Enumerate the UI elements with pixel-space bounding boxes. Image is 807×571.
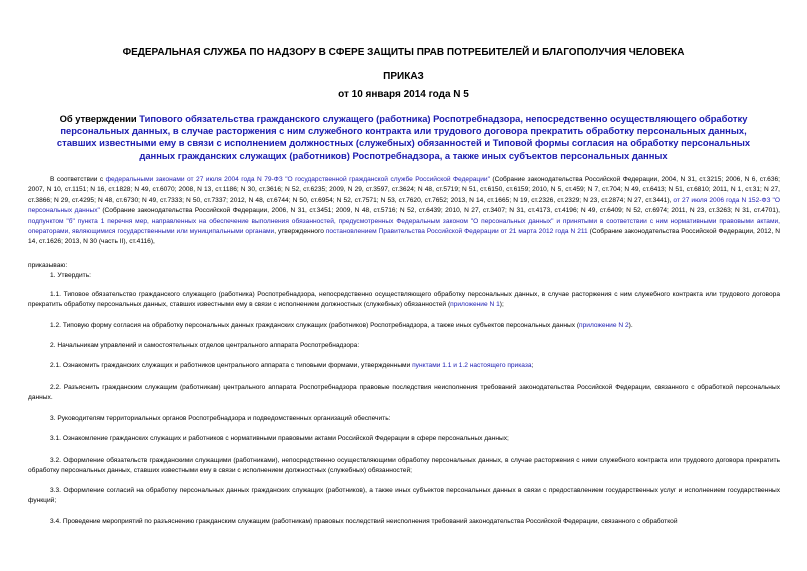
clause-2-1-end: ;	[531, 362, 534, 369]
clause-1-1-text: 1.1. Типовое обязательство гражданского служащего (работника) Роспотребнадзора, непосредственно осуществляющего обработку персональных данных, в случае расторжения с ним служебного контракта или трудового договора прекратить обработку персональных данных, ставших известными ему в связи с исполнением должностных (служебных) обязанностей (	[28, 291, 780, 309]
clause-3-3: 3.3. Оформление согласий на обработку персональных данных гражданских служащих (работников), а также иных субъектов персональных данных в связи с предоставлением государственных услуг и исполнением государственных функций;	[28, 487, 780, 505]
preamble-text-5: (Собрание законодательства Российской Федерации, 2012, N 14, ст.1626; 2013, N 30 (часть II), ст.4116),	[28, 228, 780, 246]
clause-1: 1. Утвердить:	[50, 272, 91, 279]
preamble-text-4: , утвержденного	[274, 228, 326, 236]
document-type: ПРИКАЗ	[383, 71, 424, 82]
title-link[interactable]: Типового обязательства гражданского служащего (работника) Роспотребнадзора, непосредственно осуществляющего обработку персональных данных, в случае расторжения с ним служебного контракта или трудового договора прекратить обработку персональных данных, ставших известными ему в связи с исполнением должностных (служебных) обязанностей и Типовой формы согласия на обработку персональных данных гражданских служащих (работников) Роспотребнадзора, а также иных субъектов персональных данных	[56, 113, 751, 161]
clause-3-2: 3.2. Оформление обязательств гражданскими служащими (работниками), непосредственно осуществляющими обработку персональных данных, в случае расторжения с ними служебного контракта или трудового договора прекратить обработку персональных данных, ставших известными ему в связи с исполнением должностных (служебных) обязанностей;	[28, 457, 780, 475]
clause-2: 2. Начальникам управлений и самостоятельных отделов центрального аппарата Роспотребнадзора:	[50, 342, 360, 349]
document-date: от 10 января 2014 года N 5	[338, 89, 469, 100]
orders-line: приказываю:	[28, 262, 68, 269]
appendix-1-link[interactable]: приложение N 1	[450, 301, 500, 309]
preamble-paragraph	[28, 175, 780, 248]
clause-2-1	[28, 361, 780, 371]
preamble-text-1: В соответствии с	[50, 176, 106, 183]
clause-1-2-end: ).	[628, 322, 633, 329]
appendix-2-link[interactable]: приложение N 2	[579, 322, 629, 329]
preamble-text-3: (Собрание законодательства Российской Федерации, 2006, N 31, ст.3451; 2009, N 48, ст.5716; N 52, ст.6439; 2010, N 27, ст.3407; N 31, ст.4173, ст.4196; N 49, ст.6409; N 52, ст.6974; 2011, N 23, ст.3263; N 31, ст.4701),	[99, 207, 781, 215]
clause-3-4: 3.4. Проведение мероприятий по разъяснению гражданским служащим (работникам) правовых последствий неисполнения требований законодательства Российской Федерации, связанного с обработкой	[50, 518, 678, 525]
clause-3: 3. Руководителям территориальных органов Роспотребнадзора и подведомственных организаций обеспечить:	[50, 415, 391, 422]
government-decree-link[interactable]: постановлением Правительства Российской Федерации от 21 марта 2012 года N 211	[325, 228, 588, 236]
clause-3-1: 3.1. Ознакомление гражданских служащих и работников с нормативными правовыми актами Российской Федерации в сфере персональных данных;	[50, 435, 509, 442]
law-79-fz-link[interactable]: федеральными законами от 27 июля 2004 года N 79-ФЗ "О государственной гражданской службе Российской Федерации"	[105, 176, 490, 183]
clause-1-2-text: 1.2. Типовую форму согласия на обработку персональных данных гражданских служащих (работников) Роспотребнадзора, а также иных субъектов персональных данных (	[50, 322, 580, 329]
agency-name: ФЕДЕРАЛЬНАЯ СЛУЖБА ПО НАДЗОРУ В СФЕРЕ ЗАЩИТЫ ПРАВ ПОТРЕБИТЕЛЕЙ И БЛАГОПОЛУЧИЯ ЧЕЛОВЕКА	[122, 47, 685, 58]
subparagraph-b-link[interactable]: подпунктом "б" пункта 1 перечня мер, направленных на обеспечение выполнения обязанностей, предусмотренных Федеральным законом "О персональных данных" и принятыми в соответствии с ним нормативными правовыми актами, операторами, являющимися государственными или муниципальными органами	[28, 217, 780, 236]
title-prefix: Об утверждении	[59, 113, 140, 124]
preamble-text-2: (Собрание законодательства Российской Федерации, 2004, N 31, ст.3215; 2006, N 6, ст.636; 2007, N 10, ст.1151; N 16, ст.1828; N 49, ст.6070; 2008, N 13, ст.1186; N 30, ст.3616; N 52, ст.6235; 2009, N 29, ст.3597, ст.3624; N 48, ст.5719; N 51, ст.6150, ст.6159; 2010, N 5, ст.459; N 7, ст.704; N 49, ст.6413; N 51, ст.6810; 2011, N 1, ст.31; N 27, ст.3866; N 29, ст.4295; N 48, ст.6730; N 49, ст.7333; N 50, ст.7337; 2012, N 48, ст.6744; N 50, ст.6954; N 52, ст.7571; N 53, ст.7620, ст.7652; 2013, N 14, ст.1665; N 19, ст.2326, ст.2329; N 23, ст.2874; N 27, ст.3441),	[28, 176, 781, 204]
clause-1-1	[28, 290, 780, 311]
clause-2-2: 2.2. Разъяснить гражданским служащим (работникам) центрального аппарата Роспотребнадзора правовые последствия неисполнения требований законодательства Российской Федерации, связанного с обработкой персональных данных.	[28, 384, 780, 402]
clause-1-1-end: );	[499, 301, 504, 309]
law-152-fz-link[interactable]: от 27 июля 2006 года N 152-ФЗ "О персональных данных"	[28, 196, 780, 215]
clause-2-1-text: 2.1. Ознакомить гражданских служащих и работников центрального аппарата с типовыми формами, утвержденными	[50, 362, 413, 369]
clause-1-2	[28, 321, 780, 331]
document-title	[40, 113, 767, 162]
points-1-1-1-2-link[interactable]: пунктами 1.1 и 1.2 настоящего приказа	[412, 362, 532, 369]
